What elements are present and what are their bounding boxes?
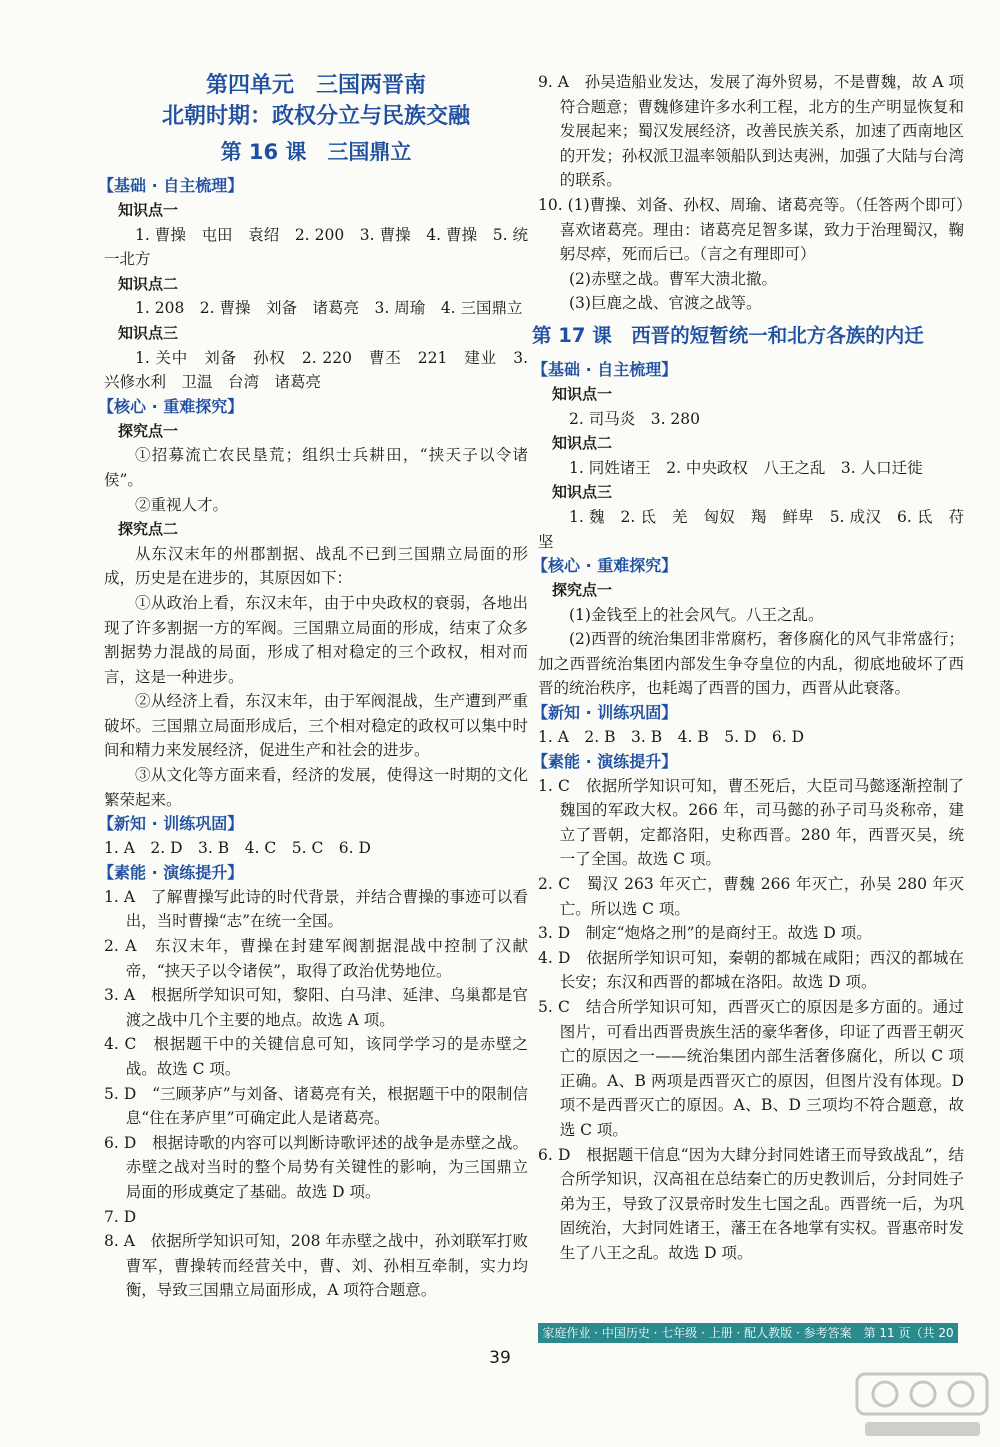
skill-17-answer-3: 3. D 制定“炮烙之刑”的是商纣王。故选 D 项。 [538, 924, 872, 943]
section-basic-17: 【基础 · 自主梳理】 [532, 359, 678, 379]
knowledge-point-2-17: 知识点二 [552, 434, 613, 453]
knowledge-point-3: 知识点三 [118, 323, 179, 342]
section-basic: 【基础 · 自主梳理】 [98, 176, 244, 195]
knowledge-point-1-answers: 1. 曹操 屯田 袁绍 2. 200 3. 曹操 4. 曹操 5. 统一北方 [104, 225, 528, 269]
lesson-17-title: 第 17 课 西晋的短暂统一和北方各族的内迁 [532, 323, 924, 347]
skill-answer-1: 1. A 了解曹操写此诗的时代背景，并结合曹操的事迹可以看出，当时曹操“志”在统一全国。 [104, 887, 528, 931]
skill-17-answer-4: 4. D 依据所学知识可知，秦朝的都城在咸阳；西汉的都城在长安；东汉和西晋的都城在洛阳。故选 D 项。 [538, 948, 964, 992]
skill-answer-4: 4. C 根据题干中的关键信息可知，该同学学习的是赤壁之战。故选 C 项。 [104, 1035, 528, 1078]
unit-subtitle: 北朝时期：政权分立与民族交融 [161, 104, 470, 129]
skill-answer-7: 7. D [104, 1207, 137, 1226]
right-column [532, 70, 964, 1266]
explore-2-para-3: ②从经济上看，东汉末年，由于军阀混战，生产遭到严重破坏。三国鼎立局面形成后，三个相对稳定的政权可以集中时间和精力来发展经济，促进生产和社会的进步。 [104, 692, 528, 760]
knowledge-point-2-answers: 1. 208 2. 曹操 刘备 诸葛亮 3. 周瑜 4. 三国鼎立 [135, 299, 523, 318]
skill-answer-9: 9. A 孙吴造船业发达，发展了海外贸易，不是曹魏，故 A 项符合题意；曹魏修建许多水利工程，北方的生产明显恢复和发展起来；蜀汉发展经济，改善民族关系，加速了西南地区的开发；孙权派卫温率领船队到达夷洲，加强了大陆与台湾的联系。 [538, 73, 964, 190]
skill-17-answer-5: 5. C 结合所学知识可知，西晋灭亡的原因是多方面的。通过图片，可看出西晋贵族生活的豪华奢侈，印证了西晋王朝灭亡的原因之一——统治集团内部生活奢侈腐化，所以 C 项正确。A、B 两项是西晋灭亡的原因，但图片没有体现。D 项不是西晋灭亡的原因。A、B、D 三项均不符合题意，故选 C 项。 [538, 998, 964, 1139]
skill-answer-10-part-3: (3)巨鹿之战、官渡之战等。 [569, 294, 762, 313]
explore-point-1-17: 探究点一 [552, 581, 613, 600]
knowledge-point-2: 知识点二 [118, 274, 179, 293]
new-answers-17: 1. A 2. B 3. B 4. B 5. D 6. D [538, 728, 805, 747]
knowledge-point-1-17: 知识点一 [552, 384, 613, 403]
left-column [98, 70, 528, 1303]
knowledge-point-3-answers: 1. 关中 刘备 孙权 2. 220 曹丕 221 建业 3. 兴修水利 卫温 台湾 诸葛亮 [104, 348, 528, 392]
lesson-16-title: 第 16 课 三国鼎立 [220, 140, 412, 164]
page-number: 39 [489, 1348, 511, 1368]
explore-point-1: 探究点一 [118, 421, 179, 440]
new-answers: 1. A 2. D 3. B 4. C 5. C 6. D [104, 839, 371, 858]
knowledge-point-3-17-answers: 1. 魏 2. 氐 羌 匈奴 羯 鲜卑 5. 成汉 6. 氐 苻坚 [538, 507, 964, 551]
explore-2-para-4: ③从文化等方面来看，经济的发展，使得这一时期的文化繁荣起来。 [104, 766, 528, 809]
knowledge-point-1-17-answers: 2. 司马炎 3. 280 [569, 409, 701, 428]
section-skill: 【素能 · 演练提升】 [98, 862, 244, 882]
explore-1-para-1: ①招募流亡农民垦荒；组织士兵耕田，“挟天子以令诸侯”。 [104, 446, 528, 489]
skill-17-answer-6: 6. D 根据题干信息“因为大肆分封同姓诸王而导致战乱”，结合所学知识，汉高祖在总结秦亡的历史教训后，分封同姓子弟为王，导致了汉景帝时发生七国之乱。西晋统一后，为巩固统治，大封同姓诸王，藩王在各地掌有实权。晋惠帝时发生了八王之乱。故选 D 项。 [538, 1145, 964, 1262]
explore-2-para-1: 从东汉末年的州郡割据、战乱不已到三国鼎立局面的形成，历史是在进步的，其原因如下： [104, 544, 528, 588]
answer-site-logo-icon [855, 1370, 990, 1442]
skill-answer-8: 8. A 依据所学知识可知，208 年赤壁之战中，孙刘联军打败曹军，曹操转而经营关中，曹、刘、孙相互牵制，实力均衡，导致三国鼎立局面形成，A 项符合题意。 [104, 1232, 528, 1300]
skill-answer-3: 3. A 根据所学知识可知，黎阳、白马津、延津、乌巢都是官渡之战中几个主要的地点。故选 A 项。 [104, 986, 528, 1029]
knowledge-point-1: 知识点一 [118, 201, 179, 219]
footer-banner: 家庭作业 · 中国历史 · 七年级 · 上册 · 配人教版 · 参考答案 第 11 页（共 20 页） [538, 1323, 958, 1343]
skill-answer-2: 2. A 东汉末年，曹操在封建军阀割据混战中控制了汉献帝，“挟天子以令诸侯”，取得了政治优势地位。 [104, 937, 528, 980]
unit-title: 第四单元 三国两晋南 [205, 73, 426, 98]
skill-answer-10-part-2: (2)赤壁之战。曹军大溃北撤。 [569, 269, 777, 288]
section-new: 【新知 · 训练巩固】 [98, 814, 244, 834]
section-core-17: 【核心 · 重难探究】 [532, 556, 678, 576]
explore-17-para-1: (1)金钱至上的社会风气。八王之乱。 [569, 605, 824, 624]
skill-17-answer-2: 2. C 蜀汉 263 年灭亡，曹魏 266 年灭亡，孙吴 280 年灭亡。所以选 C 项。 [538, 875, 964, 918]
explore-2-para-2: ①从政治上看，东汉末年，由于中央政权的衰弱，各地出现了许多割据一方的军阀。三国鼎立局面的形成，结束了众多割据势力混战的局面，形成了相对稳定的三个政权，相对而言，这是一种进步。 [104, 593, 528, 686]
section-new-17: 【新知 · 训练巩固】 [532, 703, 678, 723]
knowledge-point-2-17-answers: 1. 同姓诸王 2. 中央政权 八王之乱 3. 人口迁徙 [569, 458, 923, 477]
skill-17-answer-1: 1. C 依据所学知识可知，曹丕死后，大臣司马懿逐渐控制了魏国的军政大权。266 年，司马懿的孙子司马炎称帝，建立了晋朝，定都洛阳，史称西晋。280 年，西晋灭吴，统一了全国。故选 C 项。 [538, 776, 964, 869]
skill-answer-10-part-1: 10. (1)曹操、刘备、孙权、周瑜、诸葛亮等。（任答两个即可）喜欢诸葛亮。理由：诸葛亮足智多谋，致力于治理蜀汉，鞠躬尽瘁，死而后已。（言之有理即可） [538, 195, 964, 264]
explore-17-para-2: (2)西晋的统治集团非常腐朽，奢侈腐化的风气非常盛行；加之西晋统治集团内部发生争夺皇位的内乱，彻底地破坏了西晋的统治秩序，也耗竭了西晋的国力，西晋从此衰落。 [538, 630, 964, 698]
skill-answer-6: 6. D 根据诗歌的内容可以判断诗歌评述的战争是赤壁之战。赤壁之战对当时的整个局势有关键性的影响，为三国鼎立局面的形成奠定了基础。故选 D 项。 [104, 1133, 528, 1201]
skill-answer-5: 5. D “三顾茅庐”与刘备、诸葛亮有关，根据题干中的限制信息“住在茅庐里”可确定此人是诸葛亮。 [104, 1084, 528, 1128]
knowledge-point-3-17: 知识点三 [552, 483, 613, 502]
explore-point-2: 探究点二 [118, 520, 179, 539]
section-skill-17: 【素能 · 演练提升】 [532, 751, 678, 771]
explore-1-para-2: ②重视人才。 [135, 495, 229, 514]
section-core: 【核心 · 重难探究】 [98, 396, 244, 416]
